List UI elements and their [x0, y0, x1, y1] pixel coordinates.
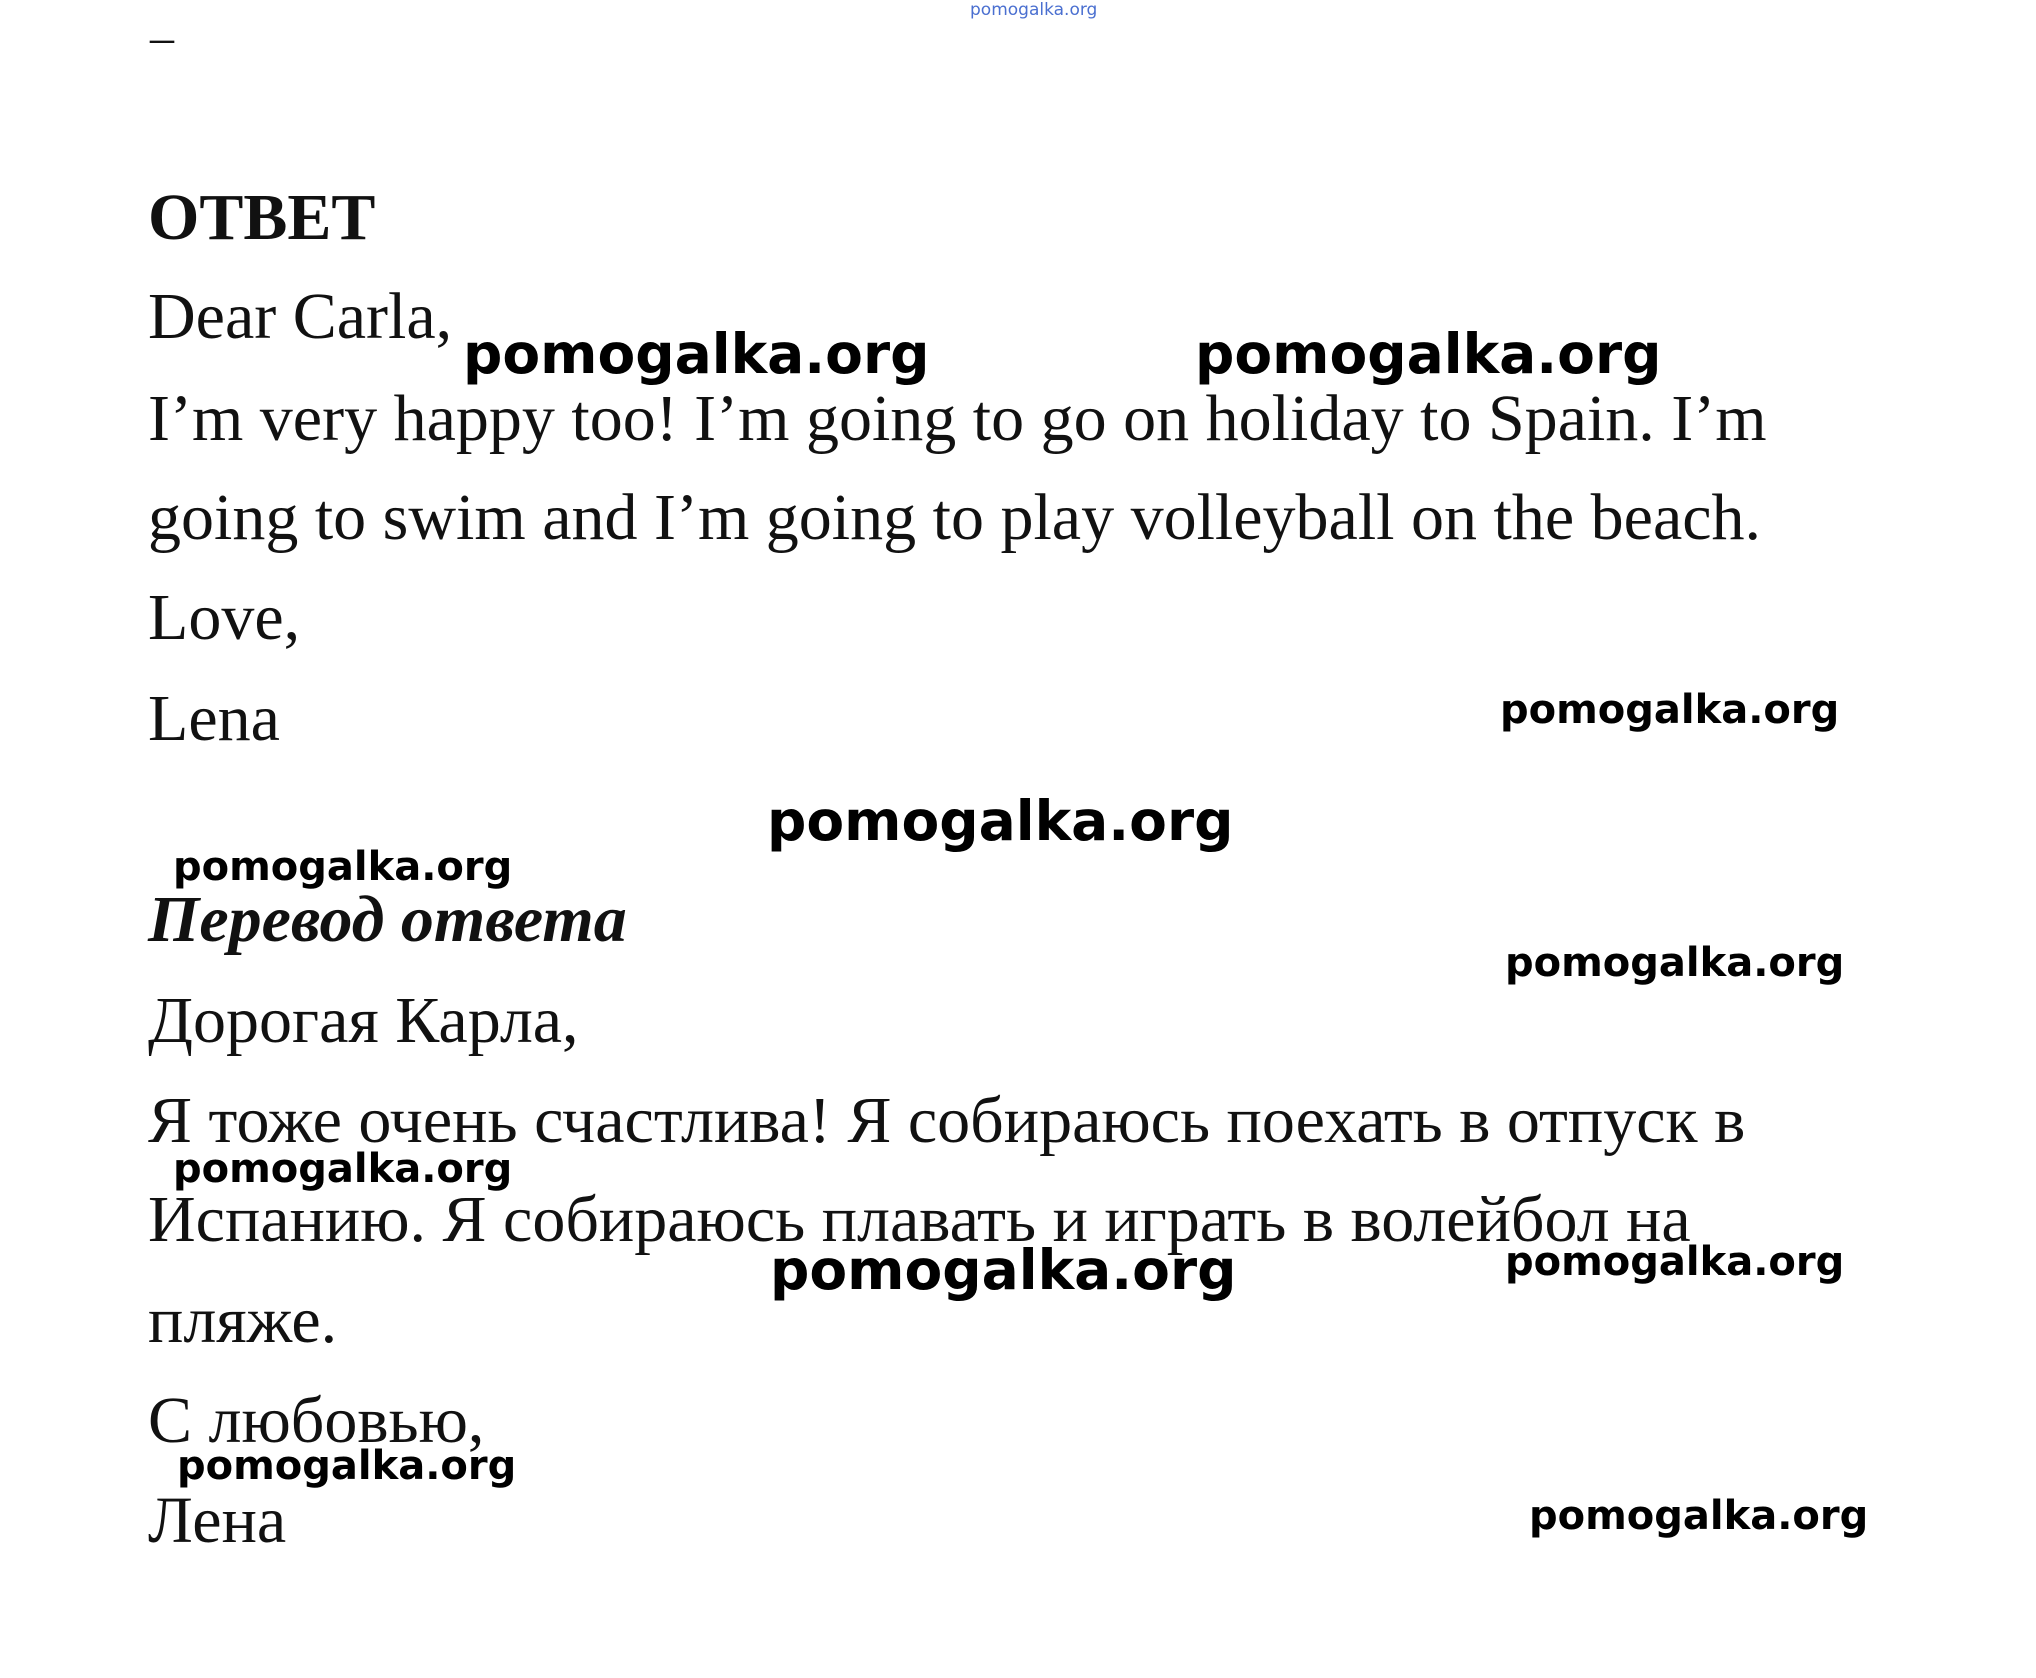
translation-closing: С любовью, — [148, 1384, 485, 1457]
answer-body-line-2: going to swim and I’m going to play volleyball on the beach. — [148, 481, 1762, 554]
watermark: pomogalka.org — [767, 789, 1234, 853]
watermark: pomogalka.org — [1505, 940, 1845, 986]
translation-heading: Перевод ответа — [148, 883, 627, 956]
watermark: pomogalka.org — [1195, 322, 1662, 386]
watermark: pomogalka.org — [173, 1146, 513, 1192]
translation-signature: Лена — [148, 1484, 287, 1557]
answer-body-line-1: I’m very happy too! I’m going to go on holiday to Spain. I’m — [148, 382, 1767, 455]
answer-signature: Lena — [148, 682, 280, 755]
answer-greeting: Dear Carla, — [148, 280, 453, 353]
translation-body-line-2: Испанию. Я собираюсь плавать и играть в волейбол на — [148, 1183, 1691, 1256]
watermark-top: pomogalka.org — [970, 0, 1098, 20]
answer-closing: Love, — [148, 581, 301, 654]
translation-body-line-3: пляже. — [148, 1284, 338, 1357]
watermark: pomogalka.org — [1505, 1239, 1845, 1285]
watermark: pomogalka.org — [1529, 1493, 1869, 1539]
translation-greeting: Дорогая Карла, — [148, 984, 579, 1057]
watermark: pomogalka.org — [463, 322, 930, 386]
translation-body-line-1: Я тоже очень счастлива! Я собираюсь поехать в отпуск в — [148, 1084, 1746, 1157]
answer-heading: ОТВЕТ — [148, 181, 376, 254]
watermark: pomogalka.org — [177, 1443, 517, 1489]
page-dash: – — [150, 11, 174, 64]
watermark: pomogalka.org — [173, 844, 513, 890]
watermark: pomogalka.org — [1500, 687, 1840, 733]
watermark: pomogalka.org — [770, 1238, 1237, 1302]
